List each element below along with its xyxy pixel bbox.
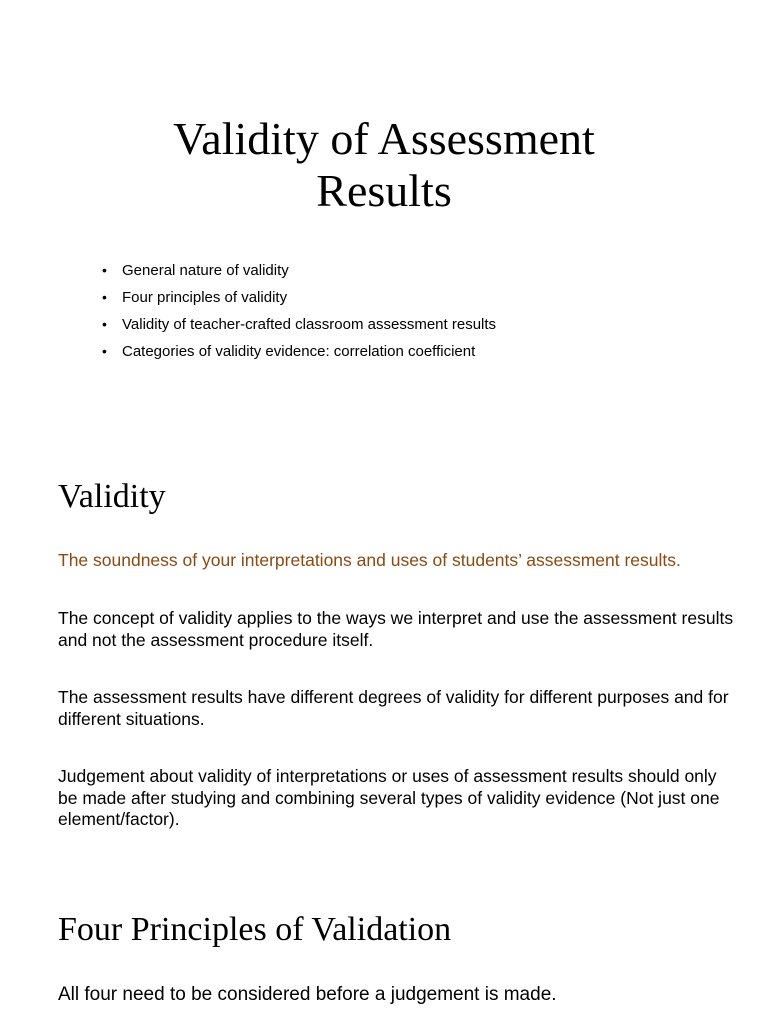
validity-paragraph-2: The assessment results have different degrees of validity for different purposes and for different situations. [58,687,729,729]
list-item [100,284,496,311]
validity-definition: The soundness of your interpretations and uses of students’ assessment results. [58,550,681,570]
bullet-icon: • [102,316,107,332]
bullet-text: Categories of validity evidence: correlation coefficient [122,343,476,360]
slide-title [0,113,768,217]
section-heading-validity: Validity [58,478,166,515]
list-item [100,257,496,284]
bullet-text: Validity of teacher-crafted classroom assessment results [122,316,497,333]
list-item [100,311,496,338]
slide-title-line-1: Validity of Assessment [173,113,595,164]
list-item [100,338,496,365]
bullet-text: Four principles of validity [122,289,288,306]
principles-intro: All four need to be considered before a judgement is made. [58,984,557,1005]
bullet-text: General nature of validity [122,262,289,279]
bullet-icon: • [102,289,107,305]
bullet-icon: • [102,262,107,278]
validity-paragraph-3: Judgement about validity of interpretations or uses of assessment results should only be made after studying and combining several types of validity evidence (Not just one element/factor). [58,766,720,829]
validity-paragraph-1: The concept of validity applies to the ways we interpret and use the assessment results and not the assessment procedure itself. [58,608,734,650]
bullet-icon: • [102,343,107,359]
slide-title-line-2: Results [316,165,452,216]
section-heading-principles: Four Principles of Validation [58,911,452,948]
topic-bullet-list [100,257,496,365]
